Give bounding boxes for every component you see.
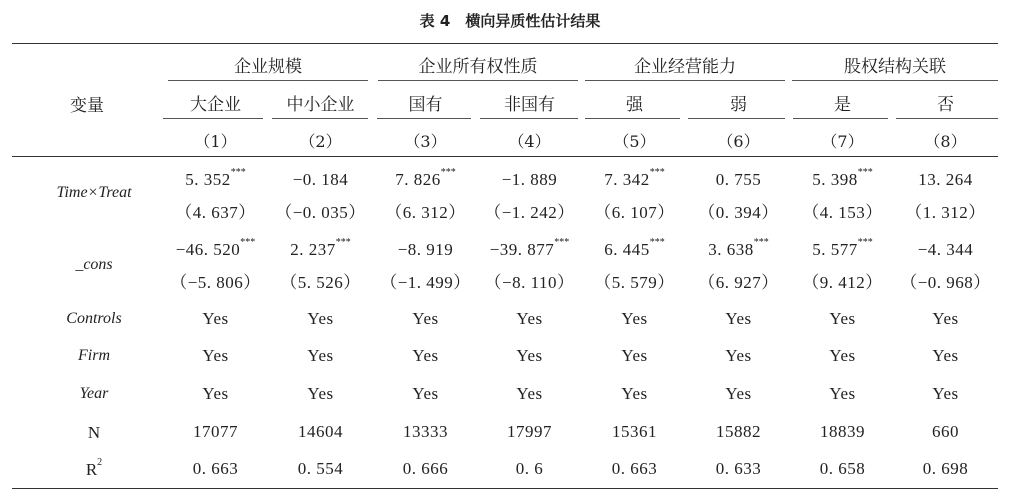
time_treat-coef-col-4 <box>477 170 582 190</box>
cons-tstat-col-3 <box>373 268 478 293</box>
bottom-rule <box>12 488 998 489</box>
controls-col-1-text: Yes <box>202 309 229 328</box>
row-label-controls: Controls <box>66 310 122 327</box>
year-col-7 <box>790 384 895 404</box>
row-label-cons: _cons <box>75 256 113 273</box>
group-underline-2 <box>378 80 578 81</box>
r2-col-6-text: 0. 633 <box>715 459 762 478</box>
time_treat-coef-col-7-text: 5. 398 <box>812 170 858 189</box>
r2-col-3 <box>373 459 478 479</box>
subheader-col-1 <box>163 90 268 115</box>
year-col-1-text: Yes <box>202 384 229 403</box>
firm-col-5-text: Yes <box>621 346 648 365</box>
variable-header: 变量 <box>70 96 104 116</box>
year-col-7-text: Yes <box>829 384 856 403</box>
r2-label-sup: 2 <box>97 457 103 468</box>
year-col-6 <box>686 384 791 404</box>
time_treat-tstat-col-2 <box>268 198 373 223</box>
r2-col-4-text: 0. 6 <box>515 459 544 478</box>
r2-col-8 <box>893 459 998 479</box>
row-label-time-treat: Time×Treat <box>56 184 132 201</box>
subheader-col-8 <box>893 90 998 115</box>
controls-col-8-text: Yes <box>932 309 959 328</box>
n-col-5 <box>582 422 687 442</box>
time_treat-tstat-col-1-text: （4. 637） <box>175 203 256 222</box>
subheader-col-4-text: 非国有 <box>504 95 555 115</box>
subheader-col-4 <box>477 90 582 115</box>
subheader-col-6-text: 弱 <box>730 95 747 115</box>
column-number-8-text: （8） <box>924 132 967 151</box>
time_treat-tstat-col-6-text: （0. 394） <box>698 203 779 222</box>
group-underline-4 <box>792 80 998 81</box>
time_treat-significance-stars-col-5: *** <box>649 167 665 178</box>
table-title: 表 4 横向异质性估计结果 <box>419 12 601 30</box>
r2-col-8-text: 0. 698 <box>922 459 969 478</box>
cons-significance-stars-col-7: *** <box>857 237 873 248</box>
year-col-5 <box>582 384 687 404</box>
subheader-underline-3 <box>377 118 471 119</box>
column-number-1-text: （1） <box>194 132 237 151</box>
group-header-operating: 企业经营能力 <box>634 57 736 77</box>
cons-tstat-col-5-text: （5. 579） <box>594 273 675 292</box>
r2-col-7-text: 0. 658 <box>819 459 866 478</box>
r2-col-4 <box>477 459 582 479</box>
time_treat-coef-col-3-text: 7. 826 <box>395 170 441 189</box>
column-number-4 <box>477 129 582 152</box>
firm-col-4 <box>477 346 582 366</box>
firm-col-2 <box>268 346 373 366</box>
controls-col-4 <box>477 309 582 329</box>
r2-col-1 <box>163 459 268 479</box>
time_treat-coef-col-8 <box>893 170 998 190</box>
time_treat-coef-col-5 <box>582 167 687 190</box>
column-number-1 <box>163 129 268 152</box>
subheader-col-7 <box>790 90 895 115</box>
subheader-underline-2 <box>272 118 368 119</box>
cons-tstat-col-1-text: （−5. 806） <box>170 273 261 292</box>
n-col-7 <box>790 422 895 442</box>
cons-tstat-col-3-text: （−1. 499） <box>380 273 471 292</box>
cons-tstat-col-8 <box>893 268 998 293</box>
year-col-3-text: Yes <box>412 384 439 403</box>
subheader-underline-4 <box>480 118 578 119</box>
subheader-col-7-text: 是 <box>834 95 851 115</box>
column-number-7 <box>790 129 895 152</box>
cons-tstat-col-4-text: （−8. 110） <box>484 273 575 292</box>
subheader-underline-1 <box>163 118 263 119</box>
firm-col-1 <box>163 346 268 366</box>
controls-col-7-text: Yes <box>829 309 856 328</box>
time_treat-significance-stars-col-7: *** <box>857 167 873 178</box>
column-number-6 <box>686 129 791 152</box>
controls-col-3 <box>373 309 478 329</box>
r2-col-6 <box>686 459 791 479</box>
cons-coef-col-8-text: −4. 344 <box>917 240 974 259</box>
r2-col-3-text: 0. 666 <box>402 459 449 478</box>
time_treat-significance-stars-col-1: *** <box>230 167 246 178</box>
r2-col-7 <box>790 459 895 479</box>
year-col-2 <box>268 384 373 404</box>
time_treat-tstat-col-2-text: （−0. 035） <box>275 203 366 222</box>
cons-tstat-col-6 <box>686 268 791 293</box>
controls-col-2-text: Yes <box>307 309 334 328</box>
group-underline-3 <box>585 80 785 81</box>
year-col-4-text: Yes <box>516 384 543 403</box>
cons-tstat-col-4 <box>477 268 582 293</box>
n-col-1 <box>163 422 268 442</box>
controls-col-5-text: Yes <box>621 309 648 328</box>
cons-tstat-col-6-text: （6. 927） <box>698 273 779 292</box>
row-label-firm: Firm <box>78 347 110 364</box>
cons-coef-col-2 <box>268 237 373 260</box>
column-number-4-text: （4） <box>508 132 551 151</box>
time_treat-tstat-col-8-text: （1. 312） <box>905 203 986 222</box>
year-col-4 <box>477 384 582 404</box>
cons-coef-col-1-text: −46. 520 <box>175 240 241 259</box>
subheader-col-3 <box>373 90 478 115</box>
firm-col-4-text: Yes <box>516 346 543 365</box>
time_treat-coef-col-3 <box>373 167 478 190</box>
n-col-8-text: 660 <box>932 422 959 441</box>
time_treat-coef-col-7 <box>790 167 895 190</box>
row-label-r2 <box>20 457 168 480</box>
subheader-underline-6 <box>688 118 785 119</box>
controls-col-6-text: Yes <box>725 309 752 328</box>
n-col-2-text: 14604 <box>298 422 343 441</box>
cons-coef-col-4 <box>477 237 582 260</box>
cons-tstat-col-8-text: （−0. 968） <box>900 273 991 292</box>
cons-tstat-col-5 <box>582 268 687 293</box>
r2-col-2 <box>268 459 373 479</box>
cons-coef-col-1 <box>163 237 268 260</box>
controls-col-1 <box>163 309 268 329</box>
firm-col-8 <box>893 346 998 366</box>
cons-coef-col-7-text: 5. 577 <box>812 240 858 259</box>
n-col-2 <box>268 422 373 442</box>
year-col-2-text: Yes <box>307 384 334 403</box>
n-col-6 <box>686 422 791 442</box>
cons-significance-stars-col-4: *** <box>554 237 570 248</box>
controls-col-5 <box>582 309 687 329</box>
subheader-col-1-text: 大企业 <box>190 95 241 115</box>
firm-col-7-text: Yes <box>829 346 856 365</box>
row-label-year: Year <box>79 385 109 402</box>
year-col-8 <box>893 384 998 404</box>
firm-col-6 <box>686 346 791 366</box>
time_treat-tstat-col-5 <box>582 198 687 223</box>
time_treat-tstat-col-5-text: （6. 107） <box>594 203 675 222</box>
time_treat-coef-col-5-text: 7. 342 <box>604 170 650 189</box>
controls-col-2 <box>268 309 373 329</box>
cons-coef-col-5 <box>582 237 687 260</box>
subheader-col-2 <box>268 90 373 115</box>
controls-col-6 <box>686 309 791 329</box>
firm-col-6-text: Yes <box>725 346 752 365</box>
cons-coef-col-3 <box>373 240 478 260</box>
n-col-8 <box>893 422 998 442</box>
time_treat-tstat-col-1 <box>163 198 268 223</box>
n-col-3-text: 13333 <box>403 422 448 441</box>
time_treat-tstat-col-4-text: （−1. 242） <box>484 203 575 222</box>
cons-tstat-col-1 <box>163 268 268 293</box>
group-underline-1 <box>168 80 368 81</box>
cons-coef-col-6 <box>686 237 791 260</box>
firm-col-3 <box>373 346 478 366</box>
n-col-7-text: 18839 <box>820 422 865 441</box>
cons-coef-col-5-text: 6. 445 <box>604 240 650 259</box>
cons-coef-col-6-text: 3. 638 <box>708 240 754 259</box>
time_treat-tstat-col-4 <box>477 198 582 223</box>
cons-coef-col-7 <box>790 237 895 260</box>
time_treat-tstat-col-7 <box>790 198 895 223</box>
subheader-col-2-text: 中小企业 <box>286 95 355 115</box>
row-label-n: N <box>87 423 101 442</box>
time_treat-coef-col-4-text: −1. 889 <box>501 170 558 189</box>
firm-col-7 <box>790 346 895 366</box>
cons-tstat-col-2-text: （5. 526） <box>280 273 361 292</box>
top-rule <box>12 43 998 44</box>
subheader-underline-7 <box>793 118 888 119</box>
cons-significance-stars-col-5: *** <box>649 237 665 248</box>
cons-significance-stars-col-1: *** <box>240 237 256 248</box>
r2-label-text: R <box>85 460 98 479</box>
time_treat-coef-col-1-text: 5. 352 <box>185 170 231 189</box>
time_treat-coef-col-2-text: −0. 184 <box>292 170 349 189</box>
column-number-3-text: （3） <box>404 132 447 151</box>
subheader-col-5 <box>582 90 687 115</box>
cons-coef-col-8 <box>893 240 998 260</box>
group-header-ownership: 企业所有权性质 <box>418 57 538 77</box>
r2-col-2-text: 0. 554 <box>297 459 344 478</box>
header-bottom-rule <box>12 156 998 157</box>
year-col-3 <box>373 384 478 404</box>
column-number-7-text: （7） <box>821 132 864 151</box>
controls-col-4-text: Yes <box>516 309 543 328</box>
n-col-3 <box>373 422 478 442</box>
controls-col-8 <box>893 309 998 329</box>
cons-tstat-col-2 <box>268 268 373 293</box>
column-number-3 <box>373 129 478 152</box>
n-col-4 <box>477 422 582 442</box>
column-number-2-text: （2） <box>299 132 342 151</box>
time_treat-tstat-col-6 <box>686 198 791 223</box>
time_treat-coef-col-8-text: 13. 264 <box>918 170 973 189</box>
n-col-1-text: 17077 <box>193 422 238 441</box>
subheader-col-6 <box>686 90 791 115</box>
year-col-8-text: Yes <box>932 384 959 403</box>
subheader-underline-8 <box>896 118 998 119</box>
time_treat-tstat-col-7-text: （4. 153） <box>802 203 883 222</box>
n-col-6-text: 15882 <box>716 422 761 441</box>
subheader-col-3-text: 国有 <box>408 95 443 115</box>
subheader-col-8-text: 否 <box>937 95 954 115</box>
r2-col-1-text: 0. 663 <box>192 459 239 478</box>
firm-col-8-text: Yes <box>932 346 959 365</box>
controls-col-3-text: Yes <box>412 309 439 328</box>
time_treat-tstat-col-3-text: （6. 312） <box>385 203 466 222</box>
cons-tstat-col-7-text: （9. 412） <box>802 273 883 292</box>
year-col-5-text: Yes <box>621 384 648 403</box>
time_treat-significance-stars-col-3: *** <box>440 167 456 178</box>
cons-coef-col-2-text: 2. 237 <box>290 240 336 259</box>
year-col-6-text: Yes <box>725 384 752 403</box>
r2-col-5-text: 0. 663 <box>611 459 658 478</box>
time_treat-tstat-col-3 <box>373 198 478 223</box>
firm-col-2-text: Yes <box>307 346 334 365</box>
time_treat-coef-col-1 <box>163 167 268 190</box>
cons-significance-stars-col-2: *** <box>335 237 351 248</box>
time_treat-coef-col-2 <box>268 170 373 190</box>
year-col-1 <box>163 384 268 404</box>
column-number-8 <box>893 129 998 152</box>
firm-col-5 <box>582 346 687 366</box>
n-col-5-text: 15361 <box>612 422 657 441</box>
time_treat-coef-col-6 <box>686 170 791 190</box>
time_treat-coef-col-6-text: 0. 755 <box>715 170 762 189</box>
time_treat-tstat-col-8 <box>893 198 998 223</box>
r2-col-5 <box>582 459 687 479</box>
group-header-size: 企业规模 <box>234 57 302 77</box>
group-header-equity: 股权结构关联 <box>844 57 946 77</box>
subheader-col-5-text: 强 <box>626 95 643 115</box>
firm-col-1-text: Yes <box>202 346 229 365</box>
subheader-underline-5 <box>585 118 680 119</box>
controls-col-7 <box>790 309 895 329</box>
firm-col-3-text: Yes <box>412 346 439 365</box>
column-number-5-text: （5） <box>613 132 656 151</box>
cons-coef-col-4-text: −39. 877 <box>489 240 555 259</box>
column-number-5 <box>582 129 687 152</box>
column-number-6-text: （6） <box>717 132 760 151</box>
column-number-2 <box>268 129 373 152</box>
cons-significance-stars-col-6: *** <box>753 237 769 248</box>
cons-coef-col-3-text: −8. 919 <box>397 240 454 259</box>
n-col-4-text: 17997 <box>507 422 552 441</box>
cons-tstat-col-7 <box>790 268 895 293</box>
